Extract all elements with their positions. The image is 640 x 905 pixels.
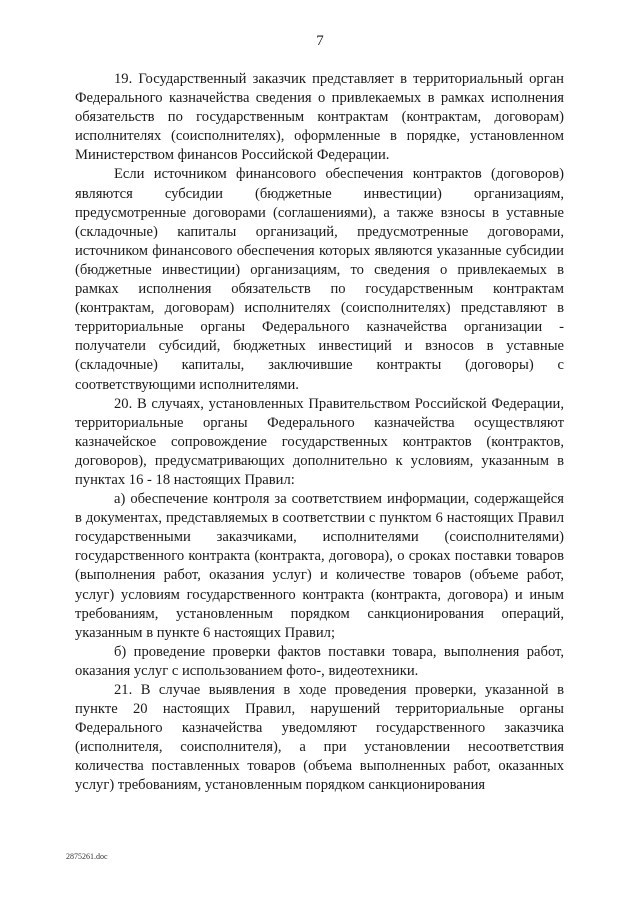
paragraph-19: 19. Государственный заказчик представляет в территориальный орган Федерального казначейства сведения о привлекаемых в рамках исполнения обязательств по государственным контрактам (контрактам, договорам) исполнителях (соисполнителях), оформленные в порядке, установленном Министерством финансов Российской Федерации. <box>75 71 564 164</box>
paragraph-19-subsidies: Если источником финансового обеспечения контрактов (договоров) являются субсидии (бюджетные инвестиции) организациям, предусмотренные договорами (соглашениями), а также взносы в уставные (складочные) капиталы организаций, предусмотренные договорами, источником финансового обеспечения которых являются указанные субсидии (бюджетные инвестиции) организациям, то сведения о привлекаемых в рамках исполнения обязательств по государственным контрактам (контрактам, договорам) исполнителях (соисполнителях) представляют в территориальные органы Федерального казначейства организации - получатели субсидий, бюджетных инвестиций и взносов в уставные (складочные) капиталы, заключившие контракты (договоры) с соответствующими исполнителями. <box>75 166 564 393</box>
footer-filename: 2875261.doc <box>66 852 108 861</box>
paragraph-20-item-b: б) проведение проверки фактов поставки товара, выполнения работ, оказания услуг с использованием фото-, видеотехники. <box>75 643 564 679</box>
page-number: 7 <box>316 33 324 49</box>
paragraph-20-item-a: а) обеспечение контроля за соответствием информации, содержащейся в документах, представляемых в соответствии с пунктом 6 настоящих Правил государственными заказчиками, исполнителями (соисполнителями) государственного контракта (контракта, договора), о сроках поставки товаров (выполнения работ, оказания услуг) и количестве товаров (объеме работ, услуг) условиям государственного контракта (контракта, договора) и иным требованиям, установленным порядком санкционирования операций, указанным в пункте 6 настоящих Правил; <box>75 491 564 641</box>
document-body <box>75 70 564 796</box>
paragraph-21: 21. В случае выявления в ходе проведения проверки, указанной в пункте 20 настоящих Правил, нарушений территориальные органы Федерального казначейства уведомляют государственного заказчика (исполнителя, соисполнителя), а при установлении несоответствия количества поставленных товаров (объема выполненных работ, оказанных услуг) требованиям, установленным порядком санкционирования <box>75 682 564 794</box>
paragraph-20: 20. В случаях, установленных Правительством Российской Федерации, территориальные органы Федерального казначейства осуществляют казначейское сопровождение государственных контрактов (контрактов, договоров), предусматривающих дополнительно к условиям, указанным в пунктах 16 - 18 настоящих Правил: <box>75 395 564 488</box>
